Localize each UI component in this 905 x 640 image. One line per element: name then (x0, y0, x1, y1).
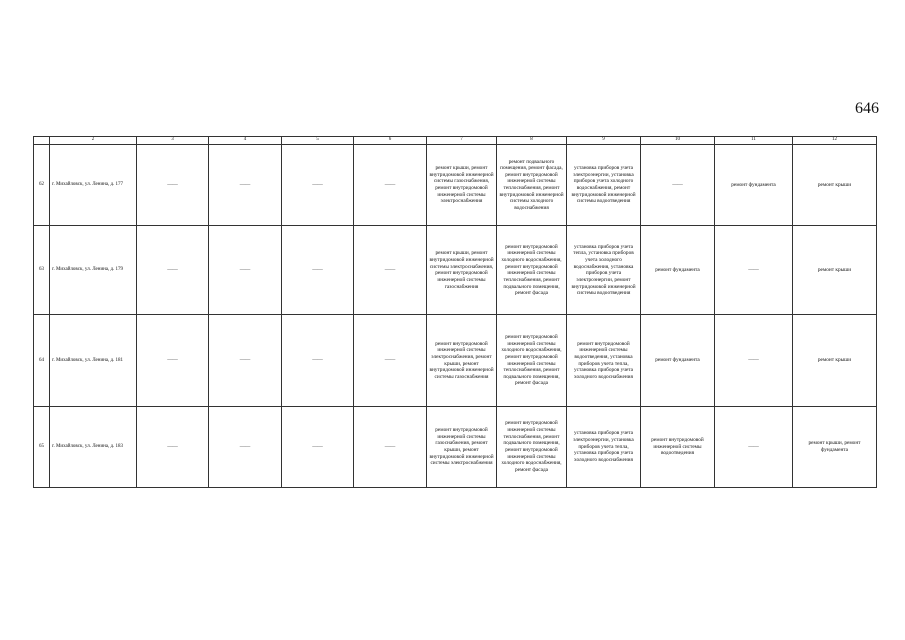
work-cell: —— (641, 145, 715, 226)
work-cell: ремонт крыши, ремонт внутридомовой инженерной системы газоснабжения, ремонт внутридомовой инженерной системы электроснабжения (427, 145, 497, 226)
work-cell: —— (209, 145, 282, 226)
row-number: 65 (34, 406, 50, 487)
table-row (34, 315, 877, 406)
address-cell: г. Михайловск, ул. Ленина, д. 179 (50, 226, 137, 315)
work-cell: ремонт внутридомовой инженерной системы холодного водоснабжения, ремонт внутридомовой инженерной системы теплоснабжения, ремонт подвального помещения, ремонт фасада (497, 226, 567, 315)
work-cell: ремонт фундамента (715, 145, 793, 226)
work-cell: —— (715, 315, 793, 406)
header-cell (34, 137, 50, 145)
work-cell: ремонт внутридомовой инженерной системы газоснабжения, ремонт крыши, ремонт внутридомовой инженерной системы электроснабжения (427, 406, 497, 487)
address-cell: г. Михайловск, ул. Ленина, д. 183 (50, 406, 137, 487)
work-cell: ремонт крыши, ремонт фундамента (793, 406, 877, 487)
work-cell: ремонт внутридомовой инженерной системы теплоснабжения, ремонт подвального помещения, ремонт внутридомовой инженерной системы холодного водоснабжения, ремонт фасада (497, 406, 567, 487)
header-cell: 10 (641, 137, 715, 145)
work-cell: установка приборов учета электроэнергии, установка приборов учета тепла, установка приборов учета холодного водоснабжения (567, 406, 641, 487)
header-cell: 11 (715, 137, 793, 145)
work-cell: —— (354, 226, 427, 315)
column-number-header (34, 137, 877, 145)
row-number: 62 (34, 145, 50, 226)
work-cell: ремонт крыши (793, 145, 877, 226)
work-cell: ремонт внутридомовой инженерной системы водоотведения, установка приборов учета тепла, установка приборов учета холодного водоснабжения (567, 315, 641, 406)
work-cell: —— (137, 406, 209, 487)
work-cell: установка приборов учета тепла, установка приборов учета холодного водоснабжения, установка приборов учета электроэнергии, ремонт внутридомовой инженерной системы водоотведения (567, 226, 641, 315)
work-cell: —— (282, 315, 354, 406)
work-cell: ремонт внутридомовой инженерной системы холодного водоснабжения, ремонт внутридомовой инженерной системы теплоснабжения, ремонт подвального помещения, ремонт фасада (497, 315, 567, 406)
header-cell: 7 (427, 137, 497, 145)
header-cell: 9 (567, 137, 641, 145)
work-cell: —— (282, 145, 354, 226)
work-cell: —— (354, 145, 427, 226)
table-row (34, 145, 877, 226)
header-cell: 8 (497, 137, 567, 145)
work-cell: ремонт подвального помещения, ремонт фасада, ремонт внутридомовой инженерной системы теплоснабжения, ремонт внутридомовой инженерной системы холодного водоснабжения (497, 145, 567, 226)
table-row (34, 226, 877, 315)
work-cell: —— (137, 145, 209, 226)
work-cell: —— (137, 315, 209, 406)
table-row (34, 406, 877, 487)
header-cell: 2 (50, 137, 137, 145)
work-cell: —— (282, 226, 354, 315)
repair-schedule-table (33, 136, 877, 488)
work-cell: ремонт внутридомовой инженерной системы электроснабжения, ремонт крыши, ремонт внутридомовой инженерной системы газоснабжения (427, 315, 497, 406)
work-cell: —— (354, 315, 427, 406)
header-cell: 6 (354, 137, 427, 145)
work-cell: —— (209, 226, 282, 315)
work-cell: ремонт фундамента (641, 315, 715, 406)
work-cell: ремонт внутридомовой инженерной системы водоотведения (641, 406, 715, 487)
row-number: 64 (34, 315, 50, 406)
work-cell: —— (354, 406, 427, 487)
header-cell: 12 (793, 137, 877, 145)
work-cell: —— (137, 226, 209, 315)
work-cell: ремонт крыши (793, 315, 877, 406)
address-cell: г. Михайловск, ул. Ленина, д. 181 (50, 315, 137, 406)
work-cell: —— (715, 406, 793, 487)
work-cell: —— (715, 226, 793, 315)
page-number: 646 (855, 100, 879, 117)
header-cell: 4 (209, 137, 282, 145)
address-cell: г. Михайловск, ул. Ленина, д. 177 (50, 145, 137, 226)
row-number: 63 (34, 226, 50, 315)
work-cell: ремонт фундамента (641, 226, 715, 315)
work-cell: ремонт крыши (793, 226, 877, 315)
work-cell: —— (282, 406, 354, 487)
work-cell: установка приборов учета электроэнергии, установка приборов учета холодного водоснабжения, ремонт внутридомовой инженерной системы водоотведения (567, 145, 641, 226)
header-cell: 3 (137, 137, 209, 145)
header-cell: 5 (282, 137, 354, 145)
work-cell: —— (209, 315, 282, 406)
work-cell: ремонт крыши, ремонт внутридомовой инженерной системы электроснабжения, ремонт внутридомовой инженерной системы газоснабжения (427, 226, 497, 315)
work-cell: —— (209, 406, 282, 487)
